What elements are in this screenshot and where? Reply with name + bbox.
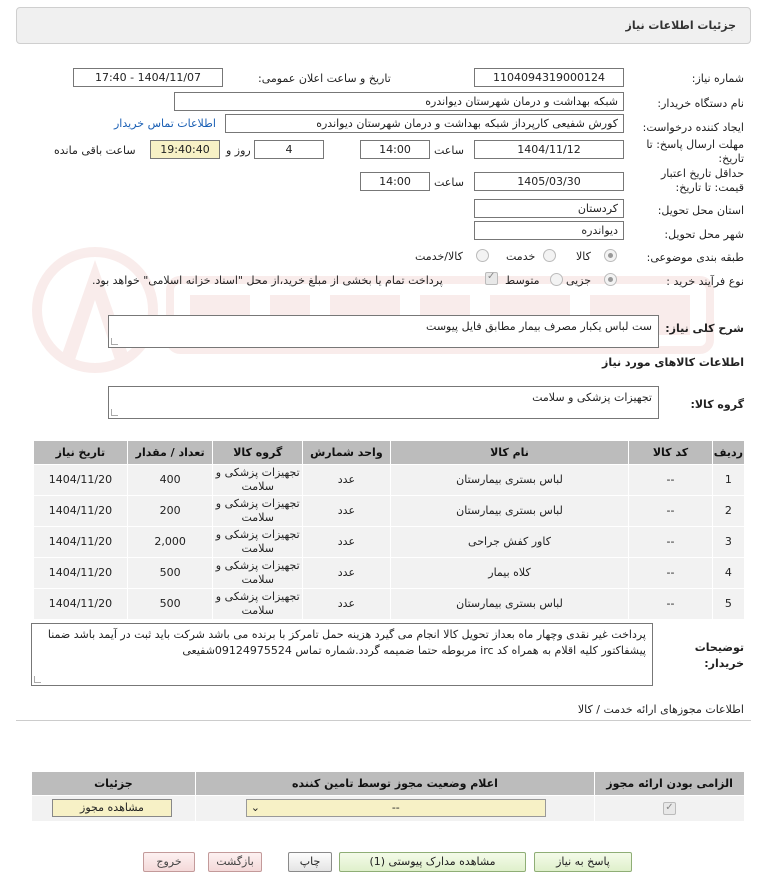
col-header-date: تاریخ نیاز (34, 441, 128, 465)
buyer-notes-textarea[interactable]: پرداخت غیر نقدی وچهار ماه بعداز تحویل کالا انجام می گیرد هزینه حمل تامرکز با برنده می باشد شرکت باید ثبت در آیمد باشد ضمنا پیشفاکتور کلیه اقلام به همراه کد irc مربوطه حتما ضمیمه گردد.شماره تماس 09124975524شفیعی (31, 623, 653, 686)
cell-quantity: 400 (127, 465, 213, 496)
cell-date: 1404/11/20 (34, 589, 128, 620)
cell-quantity: 200 (127, 496, 213, 527)
days-remaining-field[interactable]: 4 (254, 140, 324, 159)
category-radio-goods-service[interactable] (476, 249, 489, 262)
cell-quantity: 2,000 (127, 527, 213, 558)
col-header-row: ردیف (712, 441, 744, 465)
exit-button[interactable]: خروج (143, 852, 195, 872)
announce-label: تاریخ و ساعت اعلان عمومی: (258, 72, 391, 85)
validity-time-field[interactable]: 14:00 (360, 172, 430, 191)
province-label: استان محل تحویل: (657, 204, 744, 217)
permits-header-status: اعلام وضعیت مجوز توسط تامین کننده (195, 772, 594, 796)
goods-table (33, 440, 745, 620)
need-number-field[interactable]: 1104094319000124 (474, 68, 624, 87)
cell-unit: عدد (303, 496, 391, 527)
contact-buyer-link[interactable]: اطلاعات تماس خریدار (114, 117, 216, 130)
description-textarea[interactable]: ست لباس یکبار مصرف بیمار مطابق فایل پیوست (108, 315, 659, 348)
col-header-name: نام کالا (390, 441, 629, 465)
process-label: نوع فرآیند خرید : (666, 275, 744, 288)
cell-unit: عدد (303, 465, 391, 496)
permit-status-select-value: -- (391, 801, 400, 814)
print-button[interactable]: چاپ (288, 852, 332, 872)
cell-quantity: 500 (127, 589, 213, 620)
buyer-label: نام دستگاه خریدار: (657, 97, 744, 110)
cell-group: تجهیزات پزشکی و سلامت (213, 589, 303, 620)
remaining-time-label: ساعت باقی مانده (54, 144, 136, 157)
need-number-label: شماره نیاز: (691, 72, 744, 85)
deadline-label: مهلت ارسال پاسخ: تا تاریخ: (646, 138, 744, 165)
permits-details-cell (32, 796, 196, 822)
buyer-notes-label: توضیحات خریدار: (694, 641, 744, 670)
cell-name: کاور کفش جراحی (390, 527, 629, 558)
process-radio-medium[interactable] (550, 273, 563, 286)
cell-date: 1404/11/20 (34, 496, 128, 527)
col-header-code: کد کالا (629, 441, 713, 465)
cell-group: تجهیزات پزشکی و سلامت (213, 527, 303, 558)
deadline-time-label: ساعت (434, 144, 464, 157)
cell-code: -- (629, 558, 713, 589)
permits-header-required: الزامی بودن ارائه مجوز (595, 772, 745, 796)
goods-group-textarea[interactable]: تجهیزات پزشکی و سلامت (108, 386, 659, 419)
creator-label: ایجاد کننده درخواست: (642, 121, 744, 134)
cell-group: تجهیزات پزشکی و سلامت (213, 558, 303, 589)
cell-row: 3 (712, 527, 744, 558)
permits-header-details: جزئیات (32, 772, 196, 796)
cell-name: لباس بستری بیمارستان (390, 589, 629, 620)
cell-name: لباس بستری بیمارستان (390, 465, 629, 496)
cell-code: -- (629, 465, 713, 496)
goods-group-label: گروه کالا: (690, 398, 744, 411)
col-header-unit: واحد شمارش (303, 441, 391, 465)
permit-status-select[interactable] (246, 799, 546, 817)
cell-date: 1404/11/20 (34, 558, 128, 589)
cell-group: تجهیزات پزشکی و سلامت (213, 496, 303, 527)
category-option-service: خدمت (506, 250, 536, 263)
view-permit-button[interactable]: مشاهده مجوز (52, 799, 172, 817)
process-option-minor: جزیی (566, 274, 592, 287)
description-label: شرح کلی نیاز: (665, 322, 744, 335)
respond-button[interactable]: پاسخ به نیاز (534, 852, 632, 872)
remaining-time-field[interactable]: 19:40:40 (150, 140, 220, 159)
cell-name: لباس بستری بیمارستان (390, 496, 629, 527)
cell-row: 1 (712, 465, 744, 496)
cell-date: 1404/11/20 (34, 465, 128, 496)
permits-title: اطلاعات مجوزهای ارائه خدمت / کالا (577, 703, 744, 716)
cell-quantity: 500 (127, 558, 213, 589)
table-row[interactable] (34, 465, 745, 496)
cell-date: 1404/11/20 (34, 527, 128, 558)
permits-divider (16, 720, 751, 721)
cell-unit: عدد (303, 527, 391, 558)
back-button[interactable]: بازگشت (208, 852, 262, 872)
chevron-down-icon: ⌄ (250, 801, 261, 814)
permits-table (31, 771, 745, 822)
goods-section-title: اطلاعات کالاهای مورد نیاز (602, 356, 744, 369)
table-row[interactable] (34, 558, 745, 589)
process-option-medium: متوسط (505, 274, 540, 287)
permits-status-cell (195, 796, 594, 822)
validity-label: حداقل تاریخ اعتبار قیمت: تا تاریخ: (660, 167, 744, 194)
treasury-checkbox[interactable] (485, 272, 498, 285)
cell-row: 5 (712, 589, 744, 620)
cell-unit: عدد (303, 589, 391, 620)
process-radio-minor[interactable] (604, 273, 617, 286)
validity-time-label: ساعت (434, 176, 464, 189)
table-row[interactable] (34, 589, 745, 620)
category-radio-service[interactable] (543, 249, 556, 262)
permits-required-cell (595, 796, 745, 822)
col-header-quantity: تعداد / مقدار (127, 441, 213, 465)
province-field[interactable]: کردستان (474, 199, 624, 218)
cell-row: 2 (712, 496, 744, 527)
cell-row: 4 (712, 558, 744, 589)
deadline-date-field[interactable]: 1404/11/12 (474, 140, 624, 159)
deadline-time-field[interactable]: 14:00 (360, 140, 430, 159)
category-label: طبقه بندی موضوعی: (646, 251, 744, 264)
cell-group: تجهیزات پزشکی و سلامت (213, 465, 303, 496)
cell-code: -- (629, 589, 713, 620)
col-header-group: گروه کالا (213, 441, 303, 465)
category-radio-goods[interactable] (604, 249, 617, 262)
announce-field[interactable]: 1404/11/07 - 17:40 (73, 68, 223, 87)
cell-code: -- (629, 527, 713, 558)
city-field[interactable]: دیواندره (474, 221, 624, 240)
process-note: پرداخت تمام یا بخشی از مبلغ خرید،از محل "اسناد خزانه اسلامی" خواهد بود. (92, 274, 443, 287)
cell-name: کلاه بیمار (390, 558, 629, 589)
view-attachments-button[interactable]: مشاهده مدارک پیوستی (1) (339, 852, 526, 872)
header-panel (16, 7, 751, 44)
category-option-goods-service: کالا/خدمت (415, 250, 463, 263)
permits-row (32, 796, 745, 822)
permit-required-checkbox[interactable] (663, 802, 676, 815)
category-option-goods: کالا (576, 250, 591, 263)
validity-date-field[interactable]: 1405/03/30 (474, 172, 624, 191)
table-row[interactable] (34, 527, 745, 558)
creator-field[interactable]: کورش شفیعی کارپرداز شبکه بهداشت و درمان شهرستان دیواندره (225, 114, 624, 133)
days-label: روز و (226, 144, 251, 157)
cell-unit: عدد (303, 558, 391, 589)
city-label: شهر محل تحویل: (664, 228, 744, 241)
panel-title: جزئیات اطلاعات نیاز (625, 19, 736, 32)
cell-code: -- (629, 496, 713, 527)
table-row[interactable] (34, 496, 745, 527)
buyer-field[interactable]: شبکه بهداشت و درمان شهرستان دیواندره (174, 92, 624, 111)
